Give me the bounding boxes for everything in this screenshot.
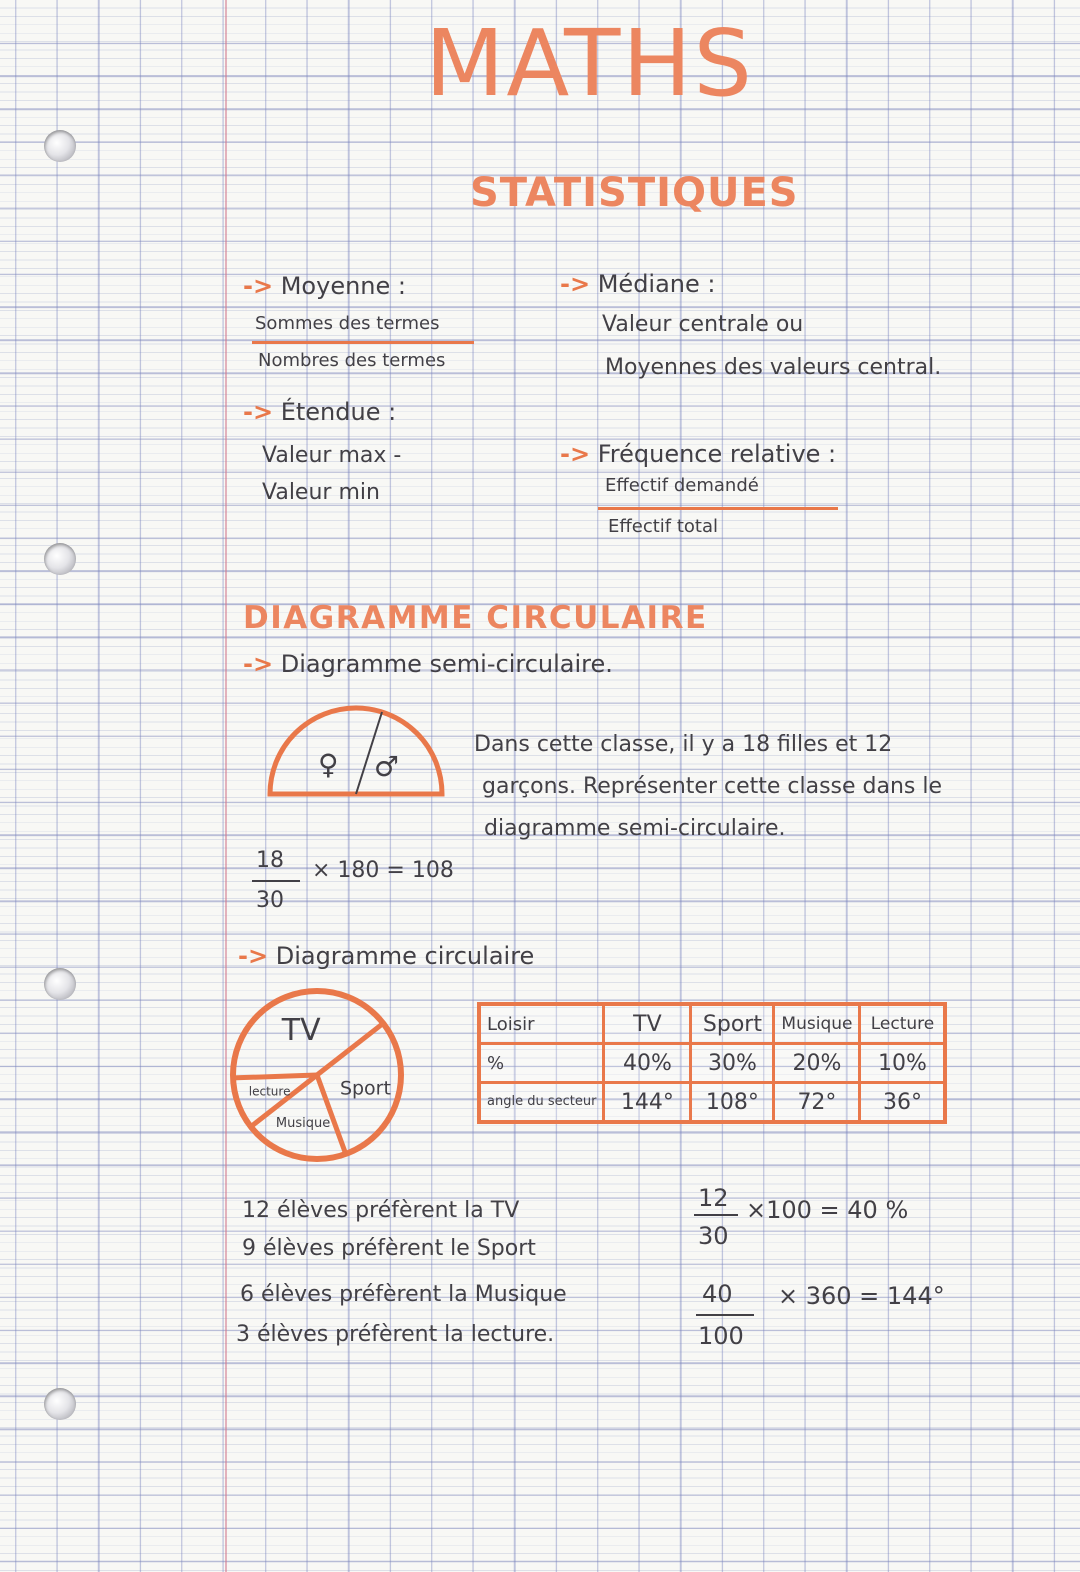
binder-hole — [44, 968, 76, 1000]
etendue-label: Étendue : — [280, 398, 397, 426]
pie-chart — [226, 984, 408, 1166]
calc2-numerator: 12 — [698, 1184, 729, 1212]
moyenne-heading — [243, 272, 406, 300]
etendue-heading — [243, 398, 396, 426]
arrow-icon: -> — [560, 440, 591, 468]
table-cell: % — [479, 1044, 604, 1083]
semi-circular-diagram — [262, 702, 450, 802]
fact-line: 3 élèves préfèrent la lecture. — [236, 1322, 555, 1347]
table-header-row — [479, 1004, 945, 1044]
pie-label-musique: Musique — [275, 1115, 331, 1131]
table-row — [479, 1083, 945, 1123]
calc-denominator: 30 — [256, 888, 284, 913]
calc-numerator: 18 — [256, 848, 284, 873]
table-cell: 72° — [774, 1083, 860, 1123]
moyenne-numerator: Sommes des termes — [255, 313, 440, 334]
circ-heading-label: Diagramme circulaire — [275, 942, 535, 970]
table-cell: 40% — [604, 1044, 691, 1083]
arrow-icon: -> — [243, 398, 274, 426]
arrow-icon: -> — [238, 942, 269, 970]
mediane-label: Médiane : — [597, 270, 716, 298]
moyenne-denominator: Nombres des termes — [258, 350, 446, 371]
frequence-label: Fréquence relative : — [597, 440, 837, 468]
mediane-heading — [560, 270, 716, 298]
table-cell: 144° — [604, 1083, 691, 1123]
circ-heading — [238, 942, 534, 970]
table-header-cell: TV — [604, 1004, 691, 1044]
problem-line-1: Dans cette classe, il y a 18 filles et 12 — [474, 732, 893, 757]
semi-heading — [243, 650, 613, 678]
calc2-rest: ×100 = 40 % — [746, 1196, 909, 1224]
problem-line-3: diagramme semi-circulaire. — [484, 816, 786, 841]
fact-line: 6 élèves préfèrent la Musique — [240, 1282, 567, 1307]
table-cell: 30% — [691, 1044, 774, 1083]
page-subtitle: STATISTIQUES — [470, 170, 799, 216]
table-cell: angle du secteur — [479, 1083, 604, 1123]
table-header-cell: Sport — [691, 1004, 774, 1044]
margin-line — [225, 0, 227, 1572]
table-cell: 108° — [691, 1083, 774, 1123]
calc3-denominator: 100 — [698, 1322, 744, 1350]
frequence-numerator: Effectif demandé — [605, 475, 759, 496]
moyenne-label: Moyenne : — [280, 272, 406, 300]
table-header-cell: Lecture — [860, 1004, 946, 1044]
page-title: MATHS — [425, 10, 754, 117]
pie-label-sport: Sport — [339, 1077, 391, 1100]
table-cell: 10% — [860, 1044, 946, 1083]
table-cell: 36° — [860, 1083, 946, 1123]
loisirs-table — [477, 1002, 947, 1124]
fraction-bar — [696, 1314, 754, 1316]
table-row — [479, 1044, 945, 1083]
female-symbol: ♀ — [318, 748, 339, 781]
binder-hole — [44, 130, 76, 162]
fact-line: 9 élèves préfèrent le Sport — [242, 1236, 536, 1261]
etendue-line1: Valeur max - — [262, 443, 402, 468]
pie-slice-divider — [317, 1023, 383, 1075]
problem-line-2: garçons. Représenter cette classe dans le — [482, 774, 943, 799]
fraction-bar — [598, 507, 838, 510]
table-header-cell: Loisir — [479, 1004, 604, 1044]
calc2-denominator: 30 — [698, 1222, 729, 1250]
pie-slice-divider — [233, 1075, 317, 1078]
calc3-numerator: 40 — [702, 1280, 733, 1308]
calc-rest: × 180 = 108 — [312, 858, 454, 883]
fraction-bar — [252, 880, 300, 882]
binder-hole — [44, 1388, 76, 1420]
semi-heading-label: Diagramme semi-circulaire. — [280, 650, 613, 678]
frequence-denominator: Effectif total — [608, 516, 719, 537]
section-title: DIAGRAMME CIRCULAIRE — [243, 600, 708, 636]
pie-label-tv: TV — [281, 1013, 321, 1049]
table-cell: 20% — [774, 1044, 860, 1083]
arrow-icon: -> — [243, 650, 274, 678]
fraction-bar — [694, 1214, 738, 1216]
table-header-cell: Musique — [774, 1004, 860, 1044]
calc3-rest: × 360 = 144° — [778, 1282, 945, 1310]
etendue-line2: Valeur min — [262, 480, 380, 505]
pie-label-lecture: lecture — [248, 1084, 291, 1099]
arrow-icon: -> — [560, 270, 591, 298]
mediane-line2: Moyennes des valeurs central. — [605, 355, 942, 380]
frequence-heading — [560, 440, 836, 468]
fact-line: 12 élèves préfèrent la TV — [242, 1198, 520, 1223]
arrow-icon: -> — [243, 272, 274, 300]
fraction-bar — [252, 341, 474, 344]
binder-hole — [44, 543, 76, 575]
mediane-line1: Valeur centrale ou — [602, 312, 804, 337]
male-symbol: ♂ — [374, 750, 400, 783]
